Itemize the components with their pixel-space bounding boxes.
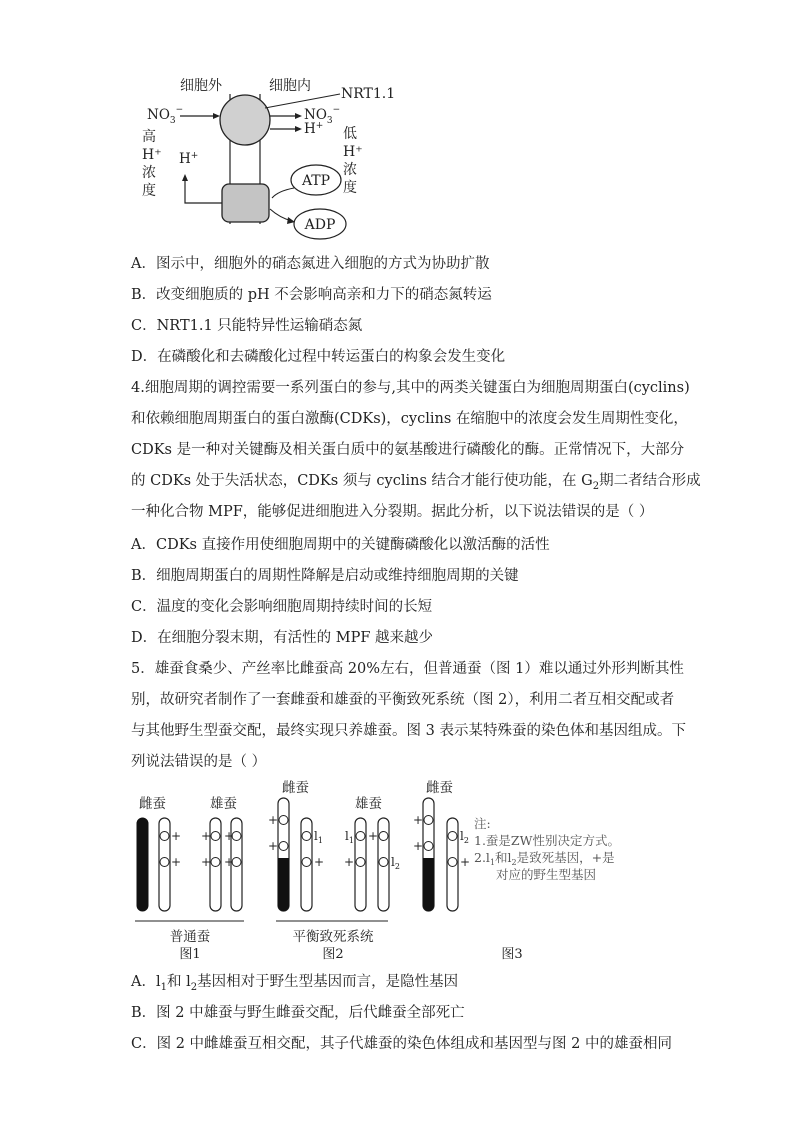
- w-chromosome: [137, 818, 148, 911]
- figure-2-caption: 图2: [322, 947, 344, 962]
- q5-stem-line-2: 别，故研究者制作了一套雌蚕和雄蚕的平衡致死系统（图 2），利用二者互相交配或者: [131, 692, 675, 708]
- female-label: 雌蚕: [139, 796, 166, 812]
- proton-pump-box: [222, 184, 269, 222]
- q5-option-c: C．图 2 中雌雄蚕互相交配，其子代雄蚕的染色体组成和基因型与图 2 中的雄蚕相同: [131, 1036, 672, 1052]
- note-line-3: 对应的野生型基因: [496, 867, 597, 882]
- note-title: 注:: [474, 816, 491, 831]
- svg-text:+: +: [224, 855, 235, 869]
- q5-option-a: A．$l_1$和 $l_2$基因相对于野生型基因而言，是隐性基因: [131, 974, 459, 993]
- svg-text:+: +: [201, 829, 212, 843]
- svg-text:+: +: [413, 839, 424, 853]
- q5-stem-line-3: 与其他野生型蚕交配，最终实现只养雄蚕。图 3 表示某特殊蚕的染色体和基因组成。下: [131, 723, 686, 739]
- q4-option-c: C．温度的变化会影响细胞周期持续时间的长短: [131, 599, 433, 615]
- nrt-transporter-circle: [220, 95, 270, 145]
- svg-text:+: +: [268, 839, 279, 853]
- svg-text:l2: $l_2$: [460, 829, 469, 845]
- figure-3-caption: 图3: [501, 947, 523, 962]
- figure-1-caption: 图1: [179, 947, 201, 962]
- q4-option-a: A．CDKs 直接作用使细胞周期中的关键酶磷酸化以激活酶的活性: [131, 537, 550, 553]
- q4-option-b: B．细胞周期蛋白的周期性降解是启动或维持细胞周期的关键: [131, 568, 519, 584]
- male-label: 雄蚕: [210, 796, 237, 812]
- low-concentration-label: 低 H⁺ 浓 度: [343, 126, 363, 196]
- q4-stem-line-5: 一种化合物 MPF，能够促进细胞进入分裂期。据此分析，以下说法错误的是（ ）: [131, 504, 654, 520]
- no3-right-label: $NO_3^-$: [304, 105, 341, 126]
- svg-text:+: +: [344, 855, 355, 869]
- svg-text:l1: $l_1$: [314, 829, 323, 845]
- outside-label: 细胞外: [180, 78, 222, 94]
- svg-text:+: +: [460, 855, 471, 869]
- group-label-ordinary: 普通蚕: [169, 929, 211, 945]
- q4-stem-line-1: 4.细胞周期的调控需要一系列蛋白的参与,其中的两类关键蛋白为细胞周期蛋白(cyclins): [131, 380, 690, 396]
- q4-stem-line-2: 和依赖细胞周期蛋白的蛋白激酶(CDKs)，cyclins 在缩胞中的浓度会发生周期性变化，: [131, 411, 688, 427]
- high-concentration-label: 高 H⁺ 浓 度: [142, 129, 162, 199]
- no3-left-label: $NO_3^-$: [147, 105, 184, 126]
- svg-text:+: +: [171, 829, 182, 843]
- figure-nrt-transport: [130, 76, 410, 241]
- svg-text:+: +: [268, 813, 279, 827]
- adp-label: ADP: [304, 217, 336, 233]
- q5-stem-line-1: 5．雄蚕食桑少、产丝率比雌蚕高 20%左右，但普通蚕（图 1）难以通过外形判断其性: [131, 661, 684, 677]
- nrt-label: NRT1.1: [341, 86, 396, 102]
- q4-option-d: D．在细胞分裂末期，有活性的 MPF 越来越少: [131, 630, 434, 646]
- h-left-label: H+: [179, 151, 199, 167]
- svg-text:+: +: [171, 855, 182, 869]
- q5-option-b: B．图 2 中雄蚕与野生雌蚕交配，后代雌蚕全部死亡: [131, 1005, 465, 1021]
- svg-text:l1: $l_1$: [345, 829, 354, 845]
- svg-text:+: +: [314, 855, 325, 869]
- note-line-2: $2.l_1$和$l_2$是致死基因，+是: [474, 850, 615, 867]
- svg-text:+: +: [201, 855, 212, 869]
- q3-option-d: D．在磷酸化和去磷酸化过程中转运蛋白的构象会发生变化: [131, 349, 506, 365]
- note-line-1: 1.蚕是ZW性别决定方式。: [474, 833, 620, 848]
- svg-text:+: +: [368, 829, 379, 843]
- svg-text:l2: $l_2$: [391, 855, 400, 871]
- svg-text:+: +: [224, 829, 235, 843]
- q3-option-b: B．改变细胞质的 pH 不会影响高亲和力下的硝态氮转运: [131, 287, 492, 303]
- q3-option-c: C．NRT1.1 只能特异性运输硝态氮: [131, 318, 363, 334]
- male-label: 雄蚕: [355, 796, 382, 812]
- female-label: 雌蚕: [282, 780, 309, 796]
- h-right-label: H+: [304, 121, 324, 137]
- figure-silkworm-chromosomes: [130, 778, 650, 964]
- group-label-balanced-lethal: 平衡致死系统: [292, 929, 374, 945]
- inside-label: 细胞内: [269, 78, 311, 94]
- q4-stem-line-3: CDKs 是一种对关键酶及相关蛋白质中的氨基酸进行磷酸化的酶。正常情况下，大部分: [131, 442, 685, 458]
- q5-stem-line-4: 列说法错误的是（ ）: [131, 754, 267, 770]
- female-label: 雌蚕: [426, 780, 453, 796]
- q3-option-a: A．图示中，细胞外的硝态氮进入细胞的方式为协助扩散: [131, 256, 490, 272]
- q4-stem-line-4: 的 CDKs 处于失活状态，CDKs 须与 cyclins 结合才能行使功能，在 $G_2$期二者结合形成: [131, 473, 701, 492]
- svg-text:+: +: [413, 813, 424, 827]
- atp-label: ATP: [301, 173, 331, 189]
